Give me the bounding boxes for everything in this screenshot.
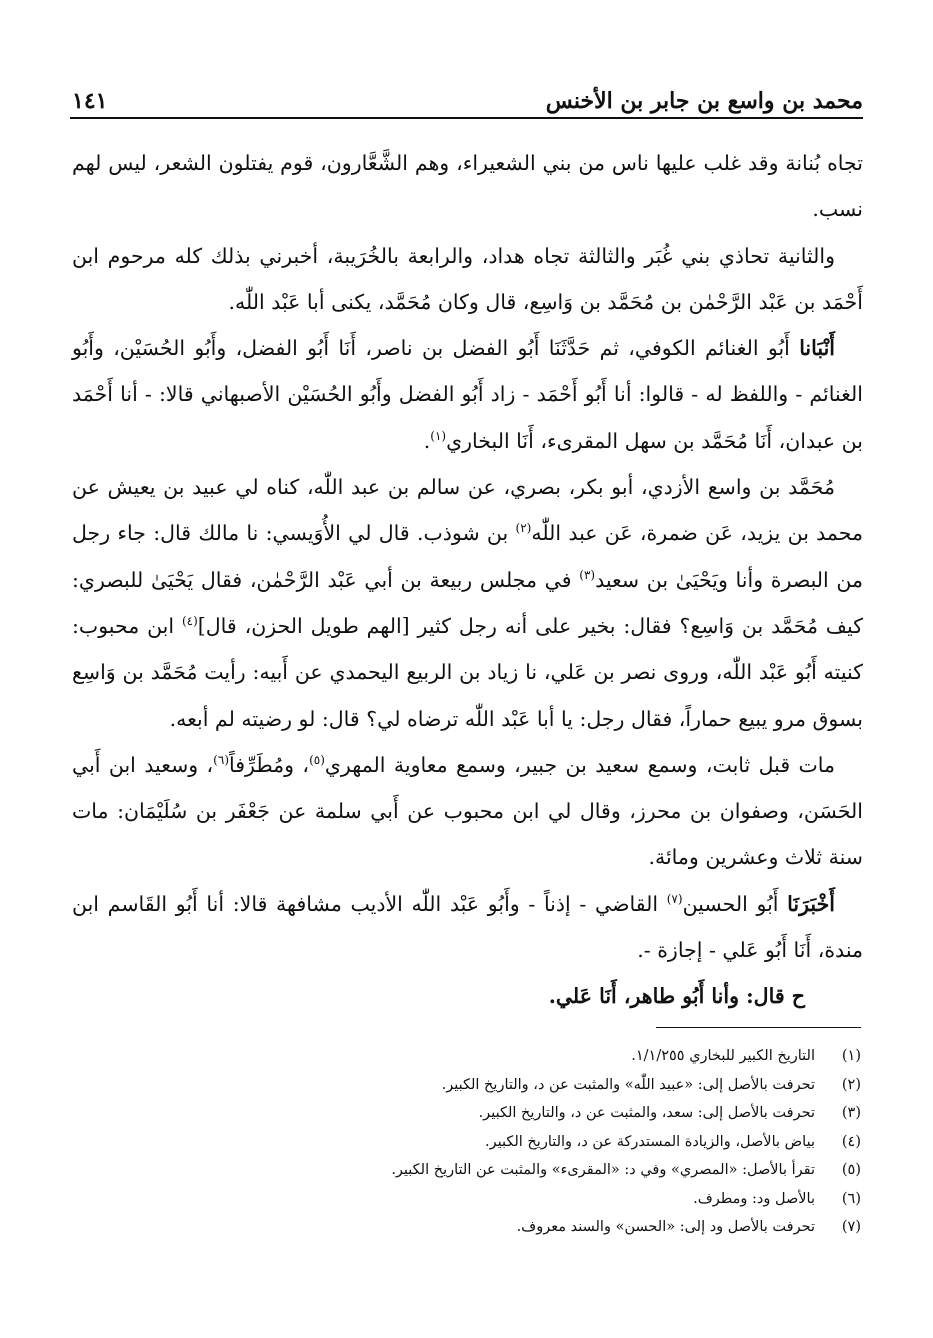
paragraph-5: [72, 742, 863, 881]
footnote-number: (٦): [841, 1190, 861, 1207]
header-rule: [70, 117, 863, 119]
paragraph-4: [72, 464, 863, 742]
footnote-number: (٤): [841, 1133, 861, 1150]
paragraph-5-text-a: مات قبل ثابت، وسمع سعيد بن جبير، وسمع معاوية المهري: [324, 752, 836, 777]
footnote-text: بياض بالأصل، والزيادة المستدركة عن د، والتاريخ الكبير.: [485, 1133, 815, 1150]
footnote-ref-7[interactable]: (٧): [666, 891, 683, 906]
paragraph-4-text-c: في مجلس ربيعة بن أبي عَبْد الرَّحْمٰن، فقال يَحْيَىٰ للبصري: كيف مُحَمَّد بن وَاسِع؟ فقال: بخير على أنه رجل كثير [الهم طويل الحزن، قال]: [72, 567, 863, 638]
isnad-lead-anbana: أَنْبَانا: [799, 336, 835, 361]
footnote-text: بالأصل ود: ومطرف.: [693, 1190, 815, 1207]
footnote-number: (١): [841, 1048, 861, 1064]
paragraph-6-text-b: القاضي - إذناً - وأَبُو عَبْد اللّٰه الأديب مشافهة قالا: أنا أَبُو القَاسم ابن مندة، أَنَا أَبُو عَلي - إجازة -.: [72, 891, 863, 963]
footnote: [72, 1213, 861, 1242]
footnote-number: (٧): [841, 1219, 861, 1235]
paragraph-7: [72, 973, 863, 1019]
main-text: [72, 140, 863, 1020]
header-title: محمد بن واسع بن جابر بن الأخنس: [545, 88, 863, 114]
paragraph-4-text-d: ابن محبوب: كنيته أَبُو عَبْد اللّٰه، وروى نصر بن عَلي، نا زياد بن الربيع اليحمدي عن أَبيه: رأيت مُحَمَّد بن وَاسِع بسوق مرو يبيع حماراً، فقال رجل: يا أبا عَبْد اللّٰه ترضاه لي؟ قال: لو رضيته لم أبعه.: [72, 613, 863, 731]
footnote-number: (٢): [841, 1076, 861, 1093]
running-header: [72, 74, 863, 114]
page-number: ١٤١: [72, 88, 108, 114]
paragraph-1: تجاه بُنانة وقد غلب عليها ناس من بني الشعيراء، وهم الشَّعَّارون، قوم يفتلون الشعر، ليس لهم نسب.: [72, 151, 863, 222]
footnote: [72, 1042, 861, 1071]
paragraph-4-text-b: بن شوذب. قال لي الأُوَيسي: نا مالك قال: جاء رجل من البصرة وأنا ويَحْيَىٰ بن سعيد: [72, 521, 863, 592]
paragraph-3-end: .: [423, 428, 431, 453]
paragraph-4-text-a: مُحَمَّد بن واسع الأزدي، أبو بكر، بصري، عن سالم بن عبد اللّٰه، كناه لي عبيد بن يعيش عن محمد بن يزيد، عَن ضمرة، عَن عبد اللّٰه: [72, 475, 863, 546]
footnote-rule: [656, 1027, 861, 1028]
footnote-ref-3[interactable]: (٣): [579, 567, 596, 582]
footnote-text: التاريخ الكبير للبخاري ١/١/٢٥٥.: [631, 1048, 815, 1064]
footnote-text: تحرفت بالأصل إلى: «عبيد اللّٰه» والمثبت عن د، والتاريخ الكبير.: [441, 1076, 815, 1093]
footnote-text: تقرأ بالأصل: «المصري» وفي د: «المقرىء» والمثبت عن التاريخ الكبير.: [391, 1162, 815, 1178]
footnote-text: تحرفت بالأصل ود إلى: «الحسن» والسند معروف.: [516, 1219, 815, 1235]
paragraph-5-text-c: ، وسعيد ابن أَبي الحَسَن، وصفوان بن محرز، وقال لي ابن محبوب عن أَبي سلمة عن جَعْفَر بن سُلَيْمَان: مات سنة ثلاث وعشرين ومائة.: [72, 752, 863, 870]
paragraph-5-text-b: ، ومُطَرِّفاً: [229, 752, 310, 777]
footnote-ref-6[interactable]: (٦): [213, 753, 229, 768]
footnote: [72, 1099, 861, 1128]
footnotes: [72, 1042, 861, 1242]
hawala-lead: ح قال:: [746, 984, 805, 1009]
footnote-text: تحرفت بالأصل إلى: سعد، والمثبت عن د، والتاريخ الكبير.: [478, 1105, 815, 1121]
paragraph-6-text-a: أَبُو الحسين: [682, 891, 788, 916]
paragraph-6: [72, 881, 863, 974]
paragraph-2: والثانية تحاذي بني غُبَر والثالثة تجاه هداد، والرابعة بالخُرَيبة، أخبرني بذلك كله مرحوم ابن أَحْمَد بن عَبْد الرَّحْمٰن بن مُحَمَّد بن وَاسِع، قال وكان مُحَمَّد، يكنى أبا عَبْد اللّٰه.: [72, 243, 863, 314]
paragraph-7-text: وأنا أَبُو طاهر، أَنَا عَلي.: [548, 984, 747, 1009]
footnote-number: (٥): [841, 1162, 861, 1178]
isnad-lead-akhbarana: أَخْبَرَنَا: [787, 891, 835, 916]
footnote-number: (٣): [841, 1105, 861, 1121]
footnote-ref-1[interactable]: (١): [430, 428, 447, 443]
footnote: [72, 1128, 861, 1157]
footnote: [72, 1071, 861, 1100]
footnote-ref-2[interactable]: (٢): [515, 521, 532, 536]
footnote-ref-4[interactable]: (٤): [181, 614, 198, 629]
footnote: [72, 1156, 861, 1185]
paragraph-3-text: أَبُو الغنائم الكوفي، ثم حَدَّثَنَا أَبُو الفضل بن ناصر، أَنَا أَبُو الفضل، وأَبُو الحُسَيْن، وأَبُو الغنائم - واللفظ له - قالوا: أنا أَبُو أَحْمَد - زاد أَبُو الفضل وأَبُو الحُسَيْن الأصبهاني قالا: - أنا أَحْمَد بن عبدان، أَنَا مُحَمَّد بن سهل المقرىء، أَنَا البخاري: [72, 336, 863, 453]
paragraph-3: [72, 325, 863, 464]
footnote: [72, 1185, 861, 1214]
footnote-ref-5[interactable]: (٥): [309, 753, 325, 768]
